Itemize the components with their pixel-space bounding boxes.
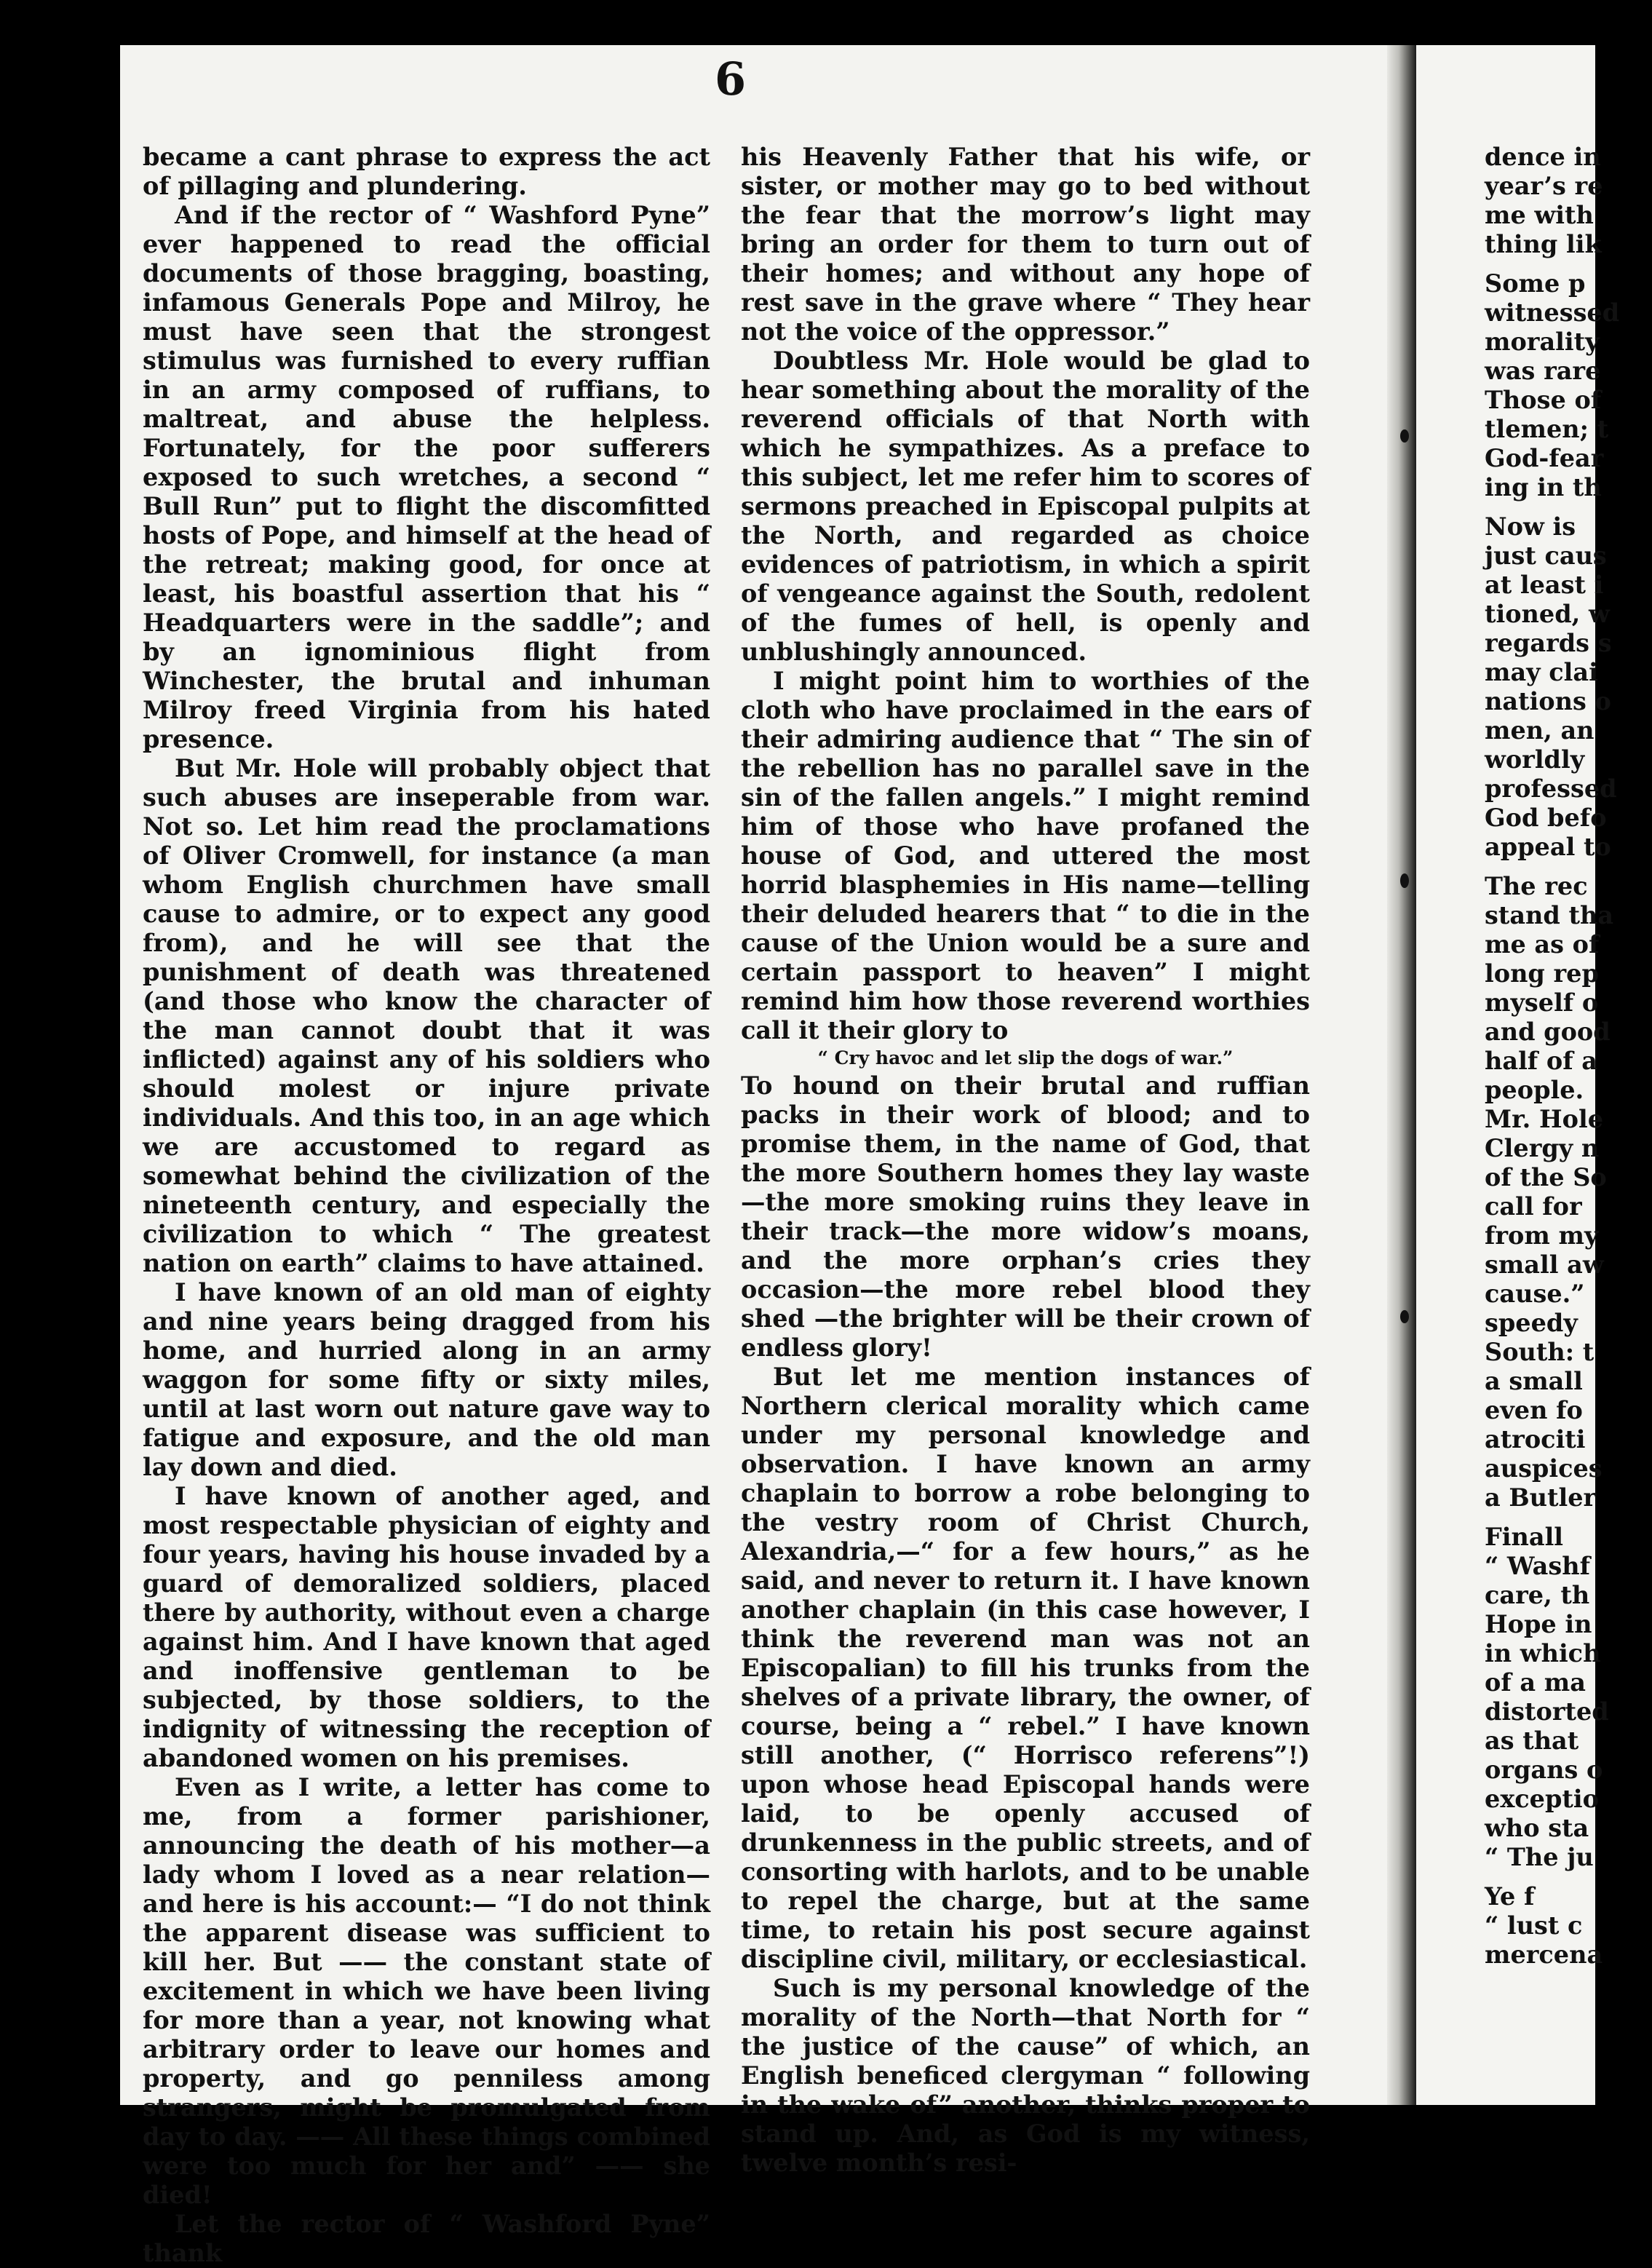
cropped-line: and good xyxy=(1485,1018,1611,1046)
cropped-line: a small xyxy=(1485,1367,1583,1395)
cropped-line: worldly xyxy=(1485,745,1585,774)
cropped-line: men, an xyxy=(1485,716,1595,745)
cropped-line: appeal to xyxy=(1485,833,1611,861)
cropped-line: Those of xyxy=(1485,386,1602,414)
paragraph: To hound on their brutal and ruffian packs in their work of blood; and to promise them, in the name of God, that the more Southern homes they lay waste—the more smoking ruins they leave in their track—the more widow’s moans, and the more orphan’s cries they occasion—the more rebel blood they shed —the brighter will be their crown of endless glory! xyxy=(741,1071,1310,1362)
cropped-line: Some p xyxy=(1485,269,1586,298)
cropped-line: Now is xyxy=(1485,512,1576,541)
text-column-right-cropped xyxy=(1485,143,1652,1970)
cropped-line: witnessed xyxy=(1485,298,1620,327)
cropped-line: distorted xyxy=(1485,1697,1609,1726)
cropped-line: as that xyxy=(1485,1726,1579,1755)
cropped-line: was rare xyxy=(1485,357,1601,385)
paragraph: Even as I write, a letter has come to me, from a former parishioner, announcing the death of his mother—a lady whom I loved as a near relation—and here is his account:— “I do not think the apparent disease was sufficient to kill her. But —— the constant state of excitement in which we have been living for more than a year, not knowing what arbitrary order to leave our homes and property, and go penniless among strangers, might be promulgated from day to day. —— All these things combined were too much for her and” —— she died! xyxy=(143,1773,710,2209)
cropped-line: Mr. Hole xyxy=(1485,1105,1604,1133)
binding-mark xyxy=(1400,429,1409,443)
paragraph: I might point him to worthies of the cloth who have proclaimed in the ears of their admiring audience that “ The sin of the rebellion has no parallel save in the sin of the fallen angels.” I might remind him of those who have profaned the house of God, and uttered the most horrid blasphemies in His name—telling their deluded hearers that “ to die in the cause of the Union would be a sure and certain passport to heaven” I might remind him how those reverend worthies call it their glory to xyxy=(741,667,1310,1044)
paragraph: became a cant phrase to express the act of pillaging and plundering. xyxy=(143,143,710,200)
paragraph: Let the rector of “ Washford Pyne” thank xyxy=(143,2210,710,2267)
cropped-line: auspices xyxy=(1485,1454,1603,1483)
cropped-line: care, th xyxy=(1485,1581,1590,1609)
cropped-line: Finall xyxy=(1485,1523,1564,1551)
cropped-line: me with xyxy=(1485,201,1594,229)
cropped-line: South: t xyxy=(1485,1338,1595,1366)
paragraph: And if the rector of “ Washford Pyne” ever happened to read the official documents of those bragging, boasting, infamous Generals Pope and Milroy, he must have seen that the strongest stimulus was furnished to every ruffian in an army composed of ruffians, to maltreat, and abuse the helpless. Fortunately, for the poor sufferers exposed to such wretches, a second “ Bull Run” put to flight the discomfitted hosts of Pope, and himself at the head of the retreat; making good, for once at least, his boastful assertion that his “ Headquarters were in the saddle”; and by an ignominious flight from Winchester, the brutal and inhuman Milroy freed Virginia from his hated presence. xyxy=(143,201,710,753)
cropped-line: of a ma xyxy=(1485,1668,1586,1697)
cropped-line: God-fear xyxy=(1485,444,1604,472)
paragraph: Such is my personal knowledge of the morality of the North—that North for “ the justice of the cause” of which, an English beneficed clergyman “ following in the wake of” another, thinks proper to stand up. And, as God is my witness, twelve month’s resi- xyxy=(741,1974,1310,2177)
binding-mark xyxy=(1400,873,1409,888)
paragraph: But Mr. Hole will probably object that such abuses are inseperable from war. Not so. Let him read the proclamations of Oliver Cromwell, for instance (a man whom English churchmen have small cause to admire, or to expect any good from), and he will see that the punishment of death was threatened (and those who know the character of the man cannot doubt that it was inflicted) against any of his soldiers who should molest or injure private individuals. And this too, in an age which we are accustomed to regard as somewhat behind the civilization of the nineteenth century, and especially the civilization to which “ The greatest nation on earth” claims to have attained. xyxy=(143,754,710,1277)
cropped-line: a Butler xyxy=(1485,1483,1597,1512)
cropped-line: half of a xyxy=(1485,1047,1597,1075)
cropped-line: may clai xyxy=(1485,658,1598,686)
paragraph: But let me mention instances of Northern clerical morality which came under my personal knowledge and observation. I have known an army chaplain to borrow a robe belonging to the vestry room of Christ Church, Alexandria,—“ for a few hours,” as he said, and never to return it. I have known another chaplain (in this case however, I think the reverend man was not an Episcopalian) to fill his trunks from the shelves of a private library, the owner, of course, being a “ rebel.” I have known still another, (“ Horrisco referens”!) upon whose head Episcopal hands were laid, to be openly accused of drunkenness in the public streets, and of consorting with harlots, and to be unable to repel the charge, but at the same time, to retain his post secure against discipline civil, military, or ecclesiastical. xyxy=(741,1363,1310,1973)
cropped-line: me as of xyxy=(1485,930,1600,959)
cropped-line: cause.” xyxy=(1485,1280,1585,1308)
text-column-middle xyxy=(741,143,1310,2178)
cropped-line: people. xyxy=(1485,1076,1584,1104)
page-fold-shadow xyxy=(1387,45,1416,2105)
cropped-line: tlemen; t xyxy=(1485,415,1609,443)
cropped-line: exceptio xyxy=(1485,1785,1599,1813)
cropped-line: tioned, w xyxy=(1485,600,1610,628)
page-number: 6 xyxy=(715,52,747,106)
binding-mark xyxy=(1400,1310,1409,1323)
cropped-line: organs o xyxy=(1485,1756,1603,1784)
cropped-line: call for xyxy=(1485,1192,1582,1221)
cropped-line: in which xyxy=(1485,1639,1601,1668)
cropped-line: of the So xyxy=(1485,1163,1607,1192)
cropped-line: “ Washf xyxy=(1485,1552,1590,1580)
cropped-line: Ye f xyxy=(1485,1882,1535,1911)
cropped-line: thing lik xyxy=(1485,230,1602,258)
paragraph: his Heavenly Father that his wife, or sister, or mother may go to bed without the fear that the morrow’s light may bring an order for them to turn out of their homes; and without any hope of rest save in the grave where “ They hear not the voice of the oppressor.” xyxy=(741,143,1310,346)
cropped-line: year’s re xyxy=(1485,172,1603,200)
cropped-line: Clergy n xyxy=(1485,1134,1600,1162)
cropped-line: regards s xyxy=(1485,629,1612,657)
cropped-line: Hope in xyxy=(1485,1610,1592,1638)
text-column-left xyxy=(143,143,710,2268)
cropped-line: even fo xyxy=(1485,1396,1583,1424)
cropped-line: “ lust c xyxy=(1485,1911,1583,1940)
cropped-line: at least i xyxy=(1485,571,1604,599)
cropped-line: “ The ju xyxy=(1485,1843,1594,1871)
cropped-line: who sta xyxy=(1485,1814,1589,1842)
cropped-line: nations o xyxy=(1485,687,1611,715)
cropped-line: speedy xyxy=(1485,1309,1578,1337)
cropped-line: atrociti xyxy=(1485,1425,1586,1454)
paragraph: Doubtless Mr. Hole would be glad to hear something about the morality of the reverend officials of that North with which he sympathizes. As a preface to this subject, let me refer him to scores of sermons preached in Episcopal pulpits at the North, and regarded as choice evidences of patriotism, in which a spirit of vengeance against the South, redolent of the fumes of hell, is openly and unblushingly announced. xyxy=(741,346,1310,666)
quotation: “ Cry havoc and let slip the dogs of war.” xyxy=(817,1047,1234,1068)
cropped-line: ing in th xyxy=(1485,473,1602,501)
cropped-line: stand tha xyxy=(1485,901,1614,929)
cropped-line: God befo xyxy=(1485,804,1607,832)
cropped-line: mercena xyxy=(1485,1940,1603,1969)
cropped-line: morality xyxy=(1485,328,1600,356)
cropped-line: long rep xyxy=(1485,959,1599,988)
cropped-line: The rec xyxy=(1485,872,1588,900)
cropped-line: just caus xyxy=(1485,542,1607,570)
cropped-line: from my xyxy=(1485,1221,1599,1250)
cropped-line: myself o xyxy=(1485,988,1599,1017)
cropped-line: dence in xyxy=(1485,143,1601,171)
cropped-line: small aw xyxy=(1485,1250,1604,1279)
cropped-line: professed xyxy=(1485,774,1617,803)
paragraph: I have known of an old man of eighty and nine years being dragged from his home, and hurried along in an army waggon for some fifty or sixty miles, until at last worn out nature gave way to fatigue and exposure, and the old man lay down and died. xyxy=(143,1278,710,1481)
paragraph: I have known of another aged, and most respectable physician of eighty and four years, having his house invaded by a guard of demoralized soldiers, placed there by authority, without even a charge against him. And I have known that aged and inoffensive gentleman to be subjected, by those soldiers, to the indignity of witnessing the reception of abandoned women on his premises. xyxy=(143,1482,710,1772)
